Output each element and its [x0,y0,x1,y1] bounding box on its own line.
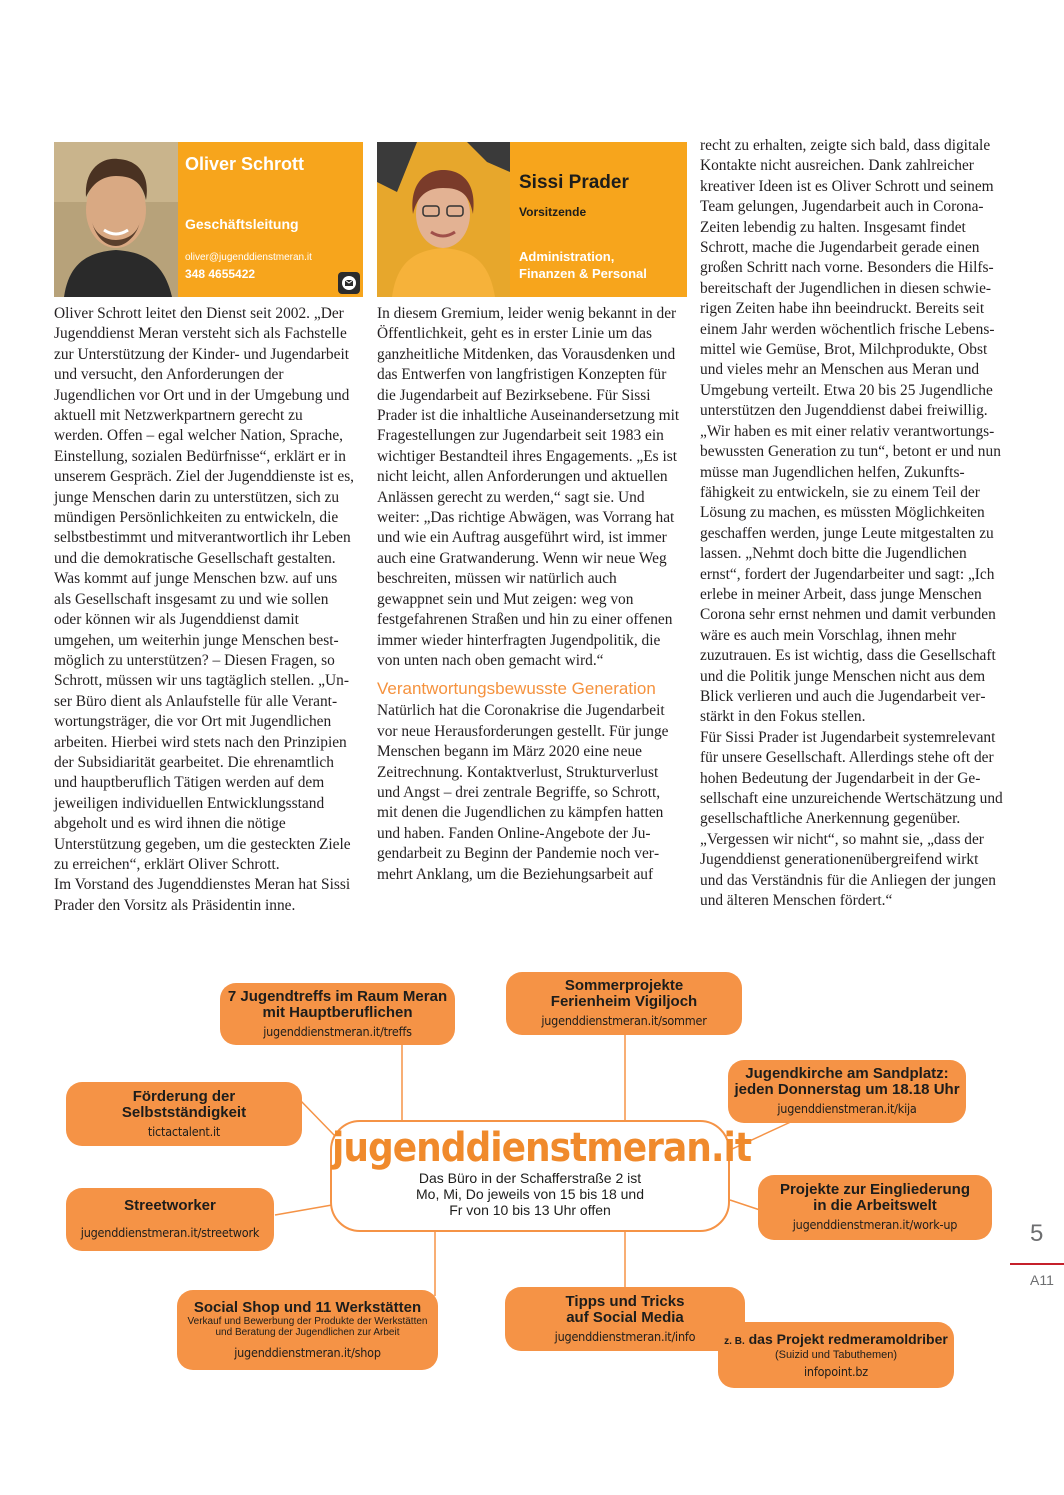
node-sommerprojekte[interactable] [506,972,742,1035]
node-title: das Projekt redmeramoldriber [748,1330,948,1347]
node-subtitle: und Beratung der Jugendlichen zur Arbeit [215,1326,400,1338]
office-hours-line3: Fr von 10 bis 13 Uhr offen [449,1202,611,1218]
oliver-role: Geschäftsleitung [185,216,299,232]
section-heading: Verantwortungsbewusste Generation [377,679,656,699]
node-link[interactable]: jugenddienstmeran.it/info [554,1328,696,1344]
oliver-phone: 348 4655422 [185,267,256,281]
brand-wordmark[interactable]: jugenddienstmeran.it [332,1125,752,1171]
node-link[interactable]: tictactalent.it [147,1123,221,1139]
node-jugendtreffs[interactable] [220,983,455,1045]
office-hours-line1: Das Büro in der Schafferstraße 2 ist [418,1170,642,1186]
node-title-line [724,1331,948,1350]
node-title: Streetworker [124,1197,216,1214]
node-title: in die Arbeitswelt [813,1197,937,1214]
node-title: Tipps und Tricks [565,1292,685,1310]
node-title: Social Shop und 11 Werkstätten [193,1298,422,1316]
node-subtitle: Verkauf und Bewerbung der Produkte der Werkstätten [187,1315,428,1327]
node-link[interactable]: jugenddienstmeran.it/shop [234,1344,381,1360]
node-title: jeden Donnerstag um 18.18 Uhr [734,1081,960,1098]
node-title: Ferienheim Vigiljoch [550,993,698,1010]
paragraph-digitale-kontakte: recht zu erhalten, zeigte sich bald, dass digitale Kontakte nicht ausreichen. Dank zahlreicher kreativer Ideen ist es Oliver Schrott und seinem Team gelungen, Jugendarbeit auch in Corona-Zeiten lebendig zu halten. Insgesamt findet Schrott, mache die Jugendarbeit gerade einen großen Schritt nach vorne. Besonders die Hilfsbereitschaft der Jugendlichen in diesen schwierigen Zeiten habe ihn beeindruckt. Bereits seit einem Jahr werden wöchentlich frische Lebensmittel wie Gemüse, Brot, Milchprodukte, Obst und vieles mehr an Menschen aus Meran und Umgebung verteilt. Etwa 20 bis 25 Jugendliche unterstützen den Jugenddienst dabei freiwillig. „Wir haben es mit einer relativ verantwortungsbewussten Generation zu tun“, betont er und nun müsse man Jugendlichen helfen, Zukunftsfähigkeit zu entwickeln, sie zu einem Teil der Lösung zu machen, es müssten Möglichkeiten geschaffen werden, junge Leute mitgestalten zu lassen. „Nehmt doch bitte die Jugendlichen ernst“, fordert der Jugendarbeiter und sagt: „Ich erlebe in meiner Arbeit, dass junge Menschen Corona sehr ernst nehmen und damit verbunden wäre es auch mein Vorschlag, ihnen mehr zuzutrauen. Es ist wichtig, dass die Gesellschaft und die Politik junge Menschen nicht aus dem Blick verlieren und auch die Jugendarbeit verstärkt in den Fokus stellen. [700,137,1001,726]
node-social-media[interactable] [505,1287,745,1351]
node-link[interactable]: jugenddienstmeran.it/sommer [541,1013,707,1028]
node-jugendkirche[interactable] [728,1060,966,1123]
node-link[interactable]: infopoint.bz [804,1363,868,1379]
node-prefix: z. B. [724,1335,745,1347]
node-link[interactable]: jugenddienstmeran.it/work-up [792,1217,958,1232]
node-redmeramoldriber[interactable] [718,1322,954,1388]
node-title: Jugendkirche am Sandplatz: [745,1065,949,1082]
page-rule [1010,1263,1064,1265]
node-subtitle: (Suizid und Tabuthemen) [774,1348,898,1361]
node-link[interactable]: jugenddienstmeran.it/streetwork [80,1225,260,1240]
node-link[interactable]: jugenddienstmeran.it/kija [777,1101,917,1116]
node-title: Förderung der [132,1087,236,1105]
node-title: 7 Jugendtreffs im Raum Meran [227,987,448,1005]
sissi-dept-line2: Finanzen & Personal [519,266,647,281]
node-title: Selbstständigkeit [121,1103,247,1121]
sissi-role: Vorsitzende [519,205,587,219]
oliver-email[interactable]: oliver@jugenddienstmeran.it [185,252,312,263]
node-title: Projekte zur Eingliederung [779,1181,971,1198]
node-title: Sommerprojekte [564,977,684,994]
page-number: 5 [1030,1220,1044,1247]
paragraph-coronakrise: Natürlich hat die Coronakrise die Jugendarbeit vor neue Herausforderungen gestellt. Für junge Menschen begann im März 2020 eine neue Zeitrechnung. Kontaktverlust, Strukturverlust und Angst – drei zentrale Begriffe, so Schrott, mit denen die Jugendlichen zu kämpfen hatten und haben. Fanden Online-Angebote der Jugendarbeit zu Beginn der Pandemie noch vermehrt Anklang, um die Beziehungsarbeit auf [377,702,669,883]
node-title: mit Hauptberuflichen [262,1003,413,1021]
node-link[interactable]: jugenddienstmeran.it/treffs [263,1023,412,1039]
node-social-shop[interactable] [177,1290,438,1370]
node-arbeitswelt[interactable] [758,1175,992,1240]
node-streetworker[interactable] [66,1188,274,1251]
paragraph-systemrelevant: Für Sissi Prader ist Jugendarbeit systemrelevant für unsere Gesellschaft. Allerdings stehe oft der hohen Bedeutung der Jugendarbeit in der Gesellschaft eine unzureichende Wertschätzung und gesellschaftliche Anerkennung gegenüber. „Vergessen wir nicht“, so mahnt sie, „dass der Jugenddienst generationenübergreifend wirkt und das Verständnis für die Anliegen der jungen und älteren Menschen fördert.“ [700,728,1003,910]
sissi-dept-line1: Administration, [519,249,615,264]
node-selbststaendigkeit[interactable] [66,1082,302,1146]
paragraph-vorstand: Im Vorstand des Jugenddienstes Meran hat Sissi Prader den Vorsitz als Präsidentin inne. [54,876,351,914]
node-title: auf Social Media [566,1308,684,1326]
mindmap-center [330,1120,752,1232]
page-tag: A11 [1030,1272,1054,1288]
sissi-name: Sissi Prader [519,172,629,193]
paragraph-gremium: In diesem Gremium, leider wenig bekannt in der Öffentlichkeit, geht es in erster Linie um das ganzheitliche Mitdenken, das Vorausdenken und das Entwerfen von langfristigen Konzepten für die Jugendarbeit auf Bezirksebene. Für Sissi Prader ist die inhaltliche Auseinandersetzung mit Fragestellungen zur Jugendarbeit seit 1983 ein wichtiger Bestandteil ihres Engagements. „Es ist nicht leicht, allen Anforderungen und aktuellen Anlässen gerecht zu werden,“ sagt sie. Und weiter: „Das richtige Abwägen, was Vorrang hat und wie ein Auftrag ausgeführt wird, ist immer auch eine Gratwanderung. Wenn wir neue Weg beschreiten, müssen wir natürlich auch gewappnet sein und Mut zeigen: weg von festgefahrenen Straßen und hin zu einer offenen immer wieder hinterfragten Jugendpolitik, die von unten nach oben gemacht wird.“ [377,305,680,669]
office-hours-line2: Mo, Mi, Do jeweils von 15 bis 18 und [416,1186,644,1202]
oliver-name: Oliver Schrott [185,154,305,174]
paragraph-schrott-intro: Oliver Schrott leitet den Dienst seit 2002. „Der Jugenddienst Meran versteht sich als Fachstelle zur Unterstützung der Kinder- und Jugendarbeit und versucht, den Anforderungen der Jugendlichen vor Ort und in der Umgebung und aktuell mit Netzwerkpartnern gerecht zu werden. Offen – egal welcher Nation, Sprache, Einstellung, sozialen Bedürfnisse“, erklärt er in unserem Gespräch. Ziel der Jugenddienste ist es, junge Menschen darin zu unterstützen, sich zu mündigen Persönlichkeiten zu entwickeln, die selbstbestimmt und mitverantwortlich ihr Leben und die demokratische Gesellschaft gestalten. Was kommt auf junge Menschen bzw. auf uns als Gesellschaft insgesamt zu und wie sollen oder können wir als Jugenddienst damit umgehen, um weiterhin junge Menschen bestmöglich zu unterstützen? – Diesen Fragen, so Schrott, müssen wir uns tagtäglich stellen. „Unser Büro dient als Anlaufstelle für alle Verantwortungsträger, die vor Ort mit Jugendlichen arbeiten. Hierbei wird stets nach den Prinzipien der Subsidiarität gearbeitet. Die ehrenamtlich und hauptberuflich Tätigen werden auf dem jeweiligen individuellen Entwicklungsstand abgeholt und es wird ihnen die nötige Unterstützung gegeben, um die gesteckten Ziele zu erreichen“, erklärt Oliver Schrott. [54,305,355,873]
